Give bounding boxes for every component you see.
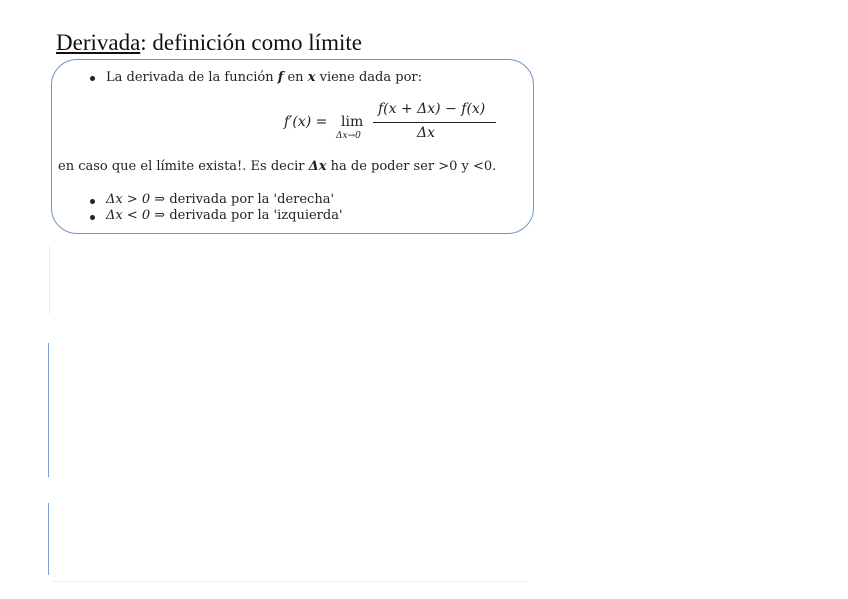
left-divider — [48, 503, 49, 575]
intro-text — [106, 70, 422, 85]
condition-post: ha de poder ser >0 y <0. — [330, 159, 497, 174]
slide-title — [56, 30, 362, 56]
faint-divider — [49, 246, 50, 314]
bullet-dot-icon — [90, 215, 95, 220]
bullet-label: derivada por la 'derecha' — [169, 192, 335, 207]
condition-pre: en caso que el límite exista!. Es decir — [58, 159, 305, 174]
bottom-divider — [52, 581, 528, 582]
formula-lim: lim — [341, 114, 364, 130]
formula-numerator: f(x + Δx) − f(x) — [378, 101, 486, 117]
bullet-math: Δx < 0 ⇒ — [106, 208, 166, 223]
intro-x: x — [307, 70, 316, 85]
intro-mid: en — [287, 70, 304, 85]
title-underlined-word: Derivada — [56, 30, 141, 55]
condition-text — [58, 159, 496, 174]
intro-post: viene dada por: — [319, 70, 423, 85]
intro-pre: La derivada de la función — [106, 70, 274, 85]
title-rest: : definición como límite — [140, 30, 362, 55]
intro-f: f — [277, 70, 284, 85]
formula-lim-subscript: Δx→0 — [336, 131, 361, 141]
bullet-text — [106, 192, 334, 207]
bullet-dot-icon — [90, 199, 95, 204]
fraction-bar — [373, 122, 496, 123]
bullet-math: Δx > 0 ⇒ — [106, 192, 166, 207]
bullet-text — [106, 208, 343, 223]
bullet-dot-icon — [90, 76, 95, 81]
formula-lhs: f′(x) = — [284, 114, 328, 130]
bullet-label: derivada por la 'izquierda' — [169, 208, 343, 223]
formula-denominator: Δx — [417, 125, 436, 141]
condition-dx: Δx — [308, 159, 327, 174]
left-divider — [48, 343, 49, 477]
